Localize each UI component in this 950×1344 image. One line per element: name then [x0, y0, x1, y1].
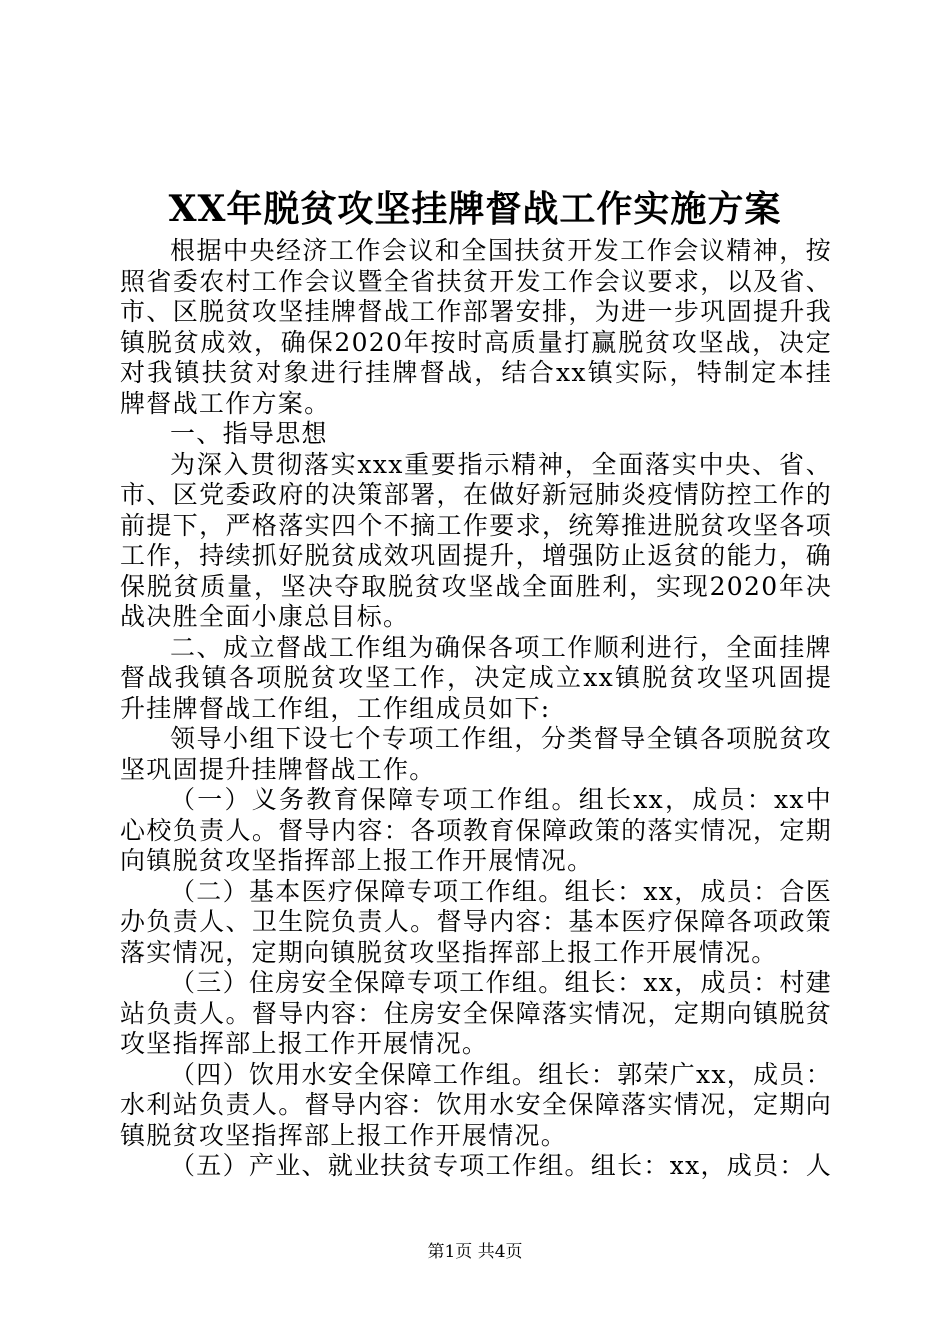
paragraph-group-medical: （二）基本医疗保障专项工作组。组长：xx，成员：合医办负责人、卫生院负责人。督导内容：基本医疗保障各项政策落实情况，定期向镇脱贫攻坚指挥部上报工作开展情况。 [120, 876, 833, 967]
document-body [120, 236, 832, 1182]
paragraph-group-water: （四）饮用水安全保障工作组。组长：郭荣广xx，成员：水利站负责人。督导内容：饮用水安全保障落实情况，定期向镇脱贫攻坚指挥部上报工作开展情况。 [120, 1059, 833, 1150]
paragraph-group-housing: （三）住房安全保障专项工作组。组长：xx，成员：村建站负责人。督导内容：住房安全保障落实情况，定期向镇脱贫攻坚指挥部上报工作开展情况。 [120, 968, 833, 1058]
page-number-footer: 第1页 共4页 [427, 1242, 523, 1262]
paragraph-intro: 根据中央经济工作会议和全国扶贫开发工作会议精神，按照省委农村工作会议暨全省扶贫开发工作会议要求，以及省、市、区脱贫攻坚挂牌督战工作部署安排，为进一步巩固提升我镇脱贫成效，确保2020年按时高质量打赢脱贫攻坚战，决定对我镇扶贫对象进行挂牌督战，结合xx镇实际，特制定本挂牌督战工作方案。 [120, 236, 832, 418]
paragraph-guiding-thought: 为深入贯彻落实xxx重要指示精神，全面落实中央、省、市、区党委政府的决策部署，在做好新冠肺炎疫情防控工作的前提下，严格落实四个不摘工作要求，统筹推进脱贫攻坚各项工作，持续抓好脱贫成效巩固提升，增强防止返贫的能力，确保脱贫质量，坚决夺取脱贫攻坚战全面胜利，实现2020年决战决胜全面小康总目标。 [120, 449, 832, 631]
paragraph-group-education: （一）义务教育保障专项工作组。组长xx，成员：xx中心校负责人。督导内容：各项教育保障政策的落实情况，定期向镇脱贫攻坚指挥部上报工作开展情况。 [120, 785, 832, 875]
paragraph-working-group: 二、成立督战工作组为确保各项工作顺利进行，全面挂牌督战我镇各项脱贫攻坚工作，决定成立xx镇脱贫攻坚巩固提升挂牌督战工作组，工作组成员如下: [120, 632, 832, 723]
heading-guiding-thought: 一、指导思想 [170, 419, 328, 448]
document-title: XX年脱贫攻坚挂牌督战工作实施方案 [168, 188, 782, 230]
paragraph-leading-group: 领导小组下设七个专项工作组，分类督导全镇各项脱贫攻坚巩固提升挂牌督战工作。 [120, 724, 832, 784]
paragraph-group-industry: （五）产业、就业扶贫专项工作组。组长：xx，成员：人 [170, 1151, 833, 1180]
